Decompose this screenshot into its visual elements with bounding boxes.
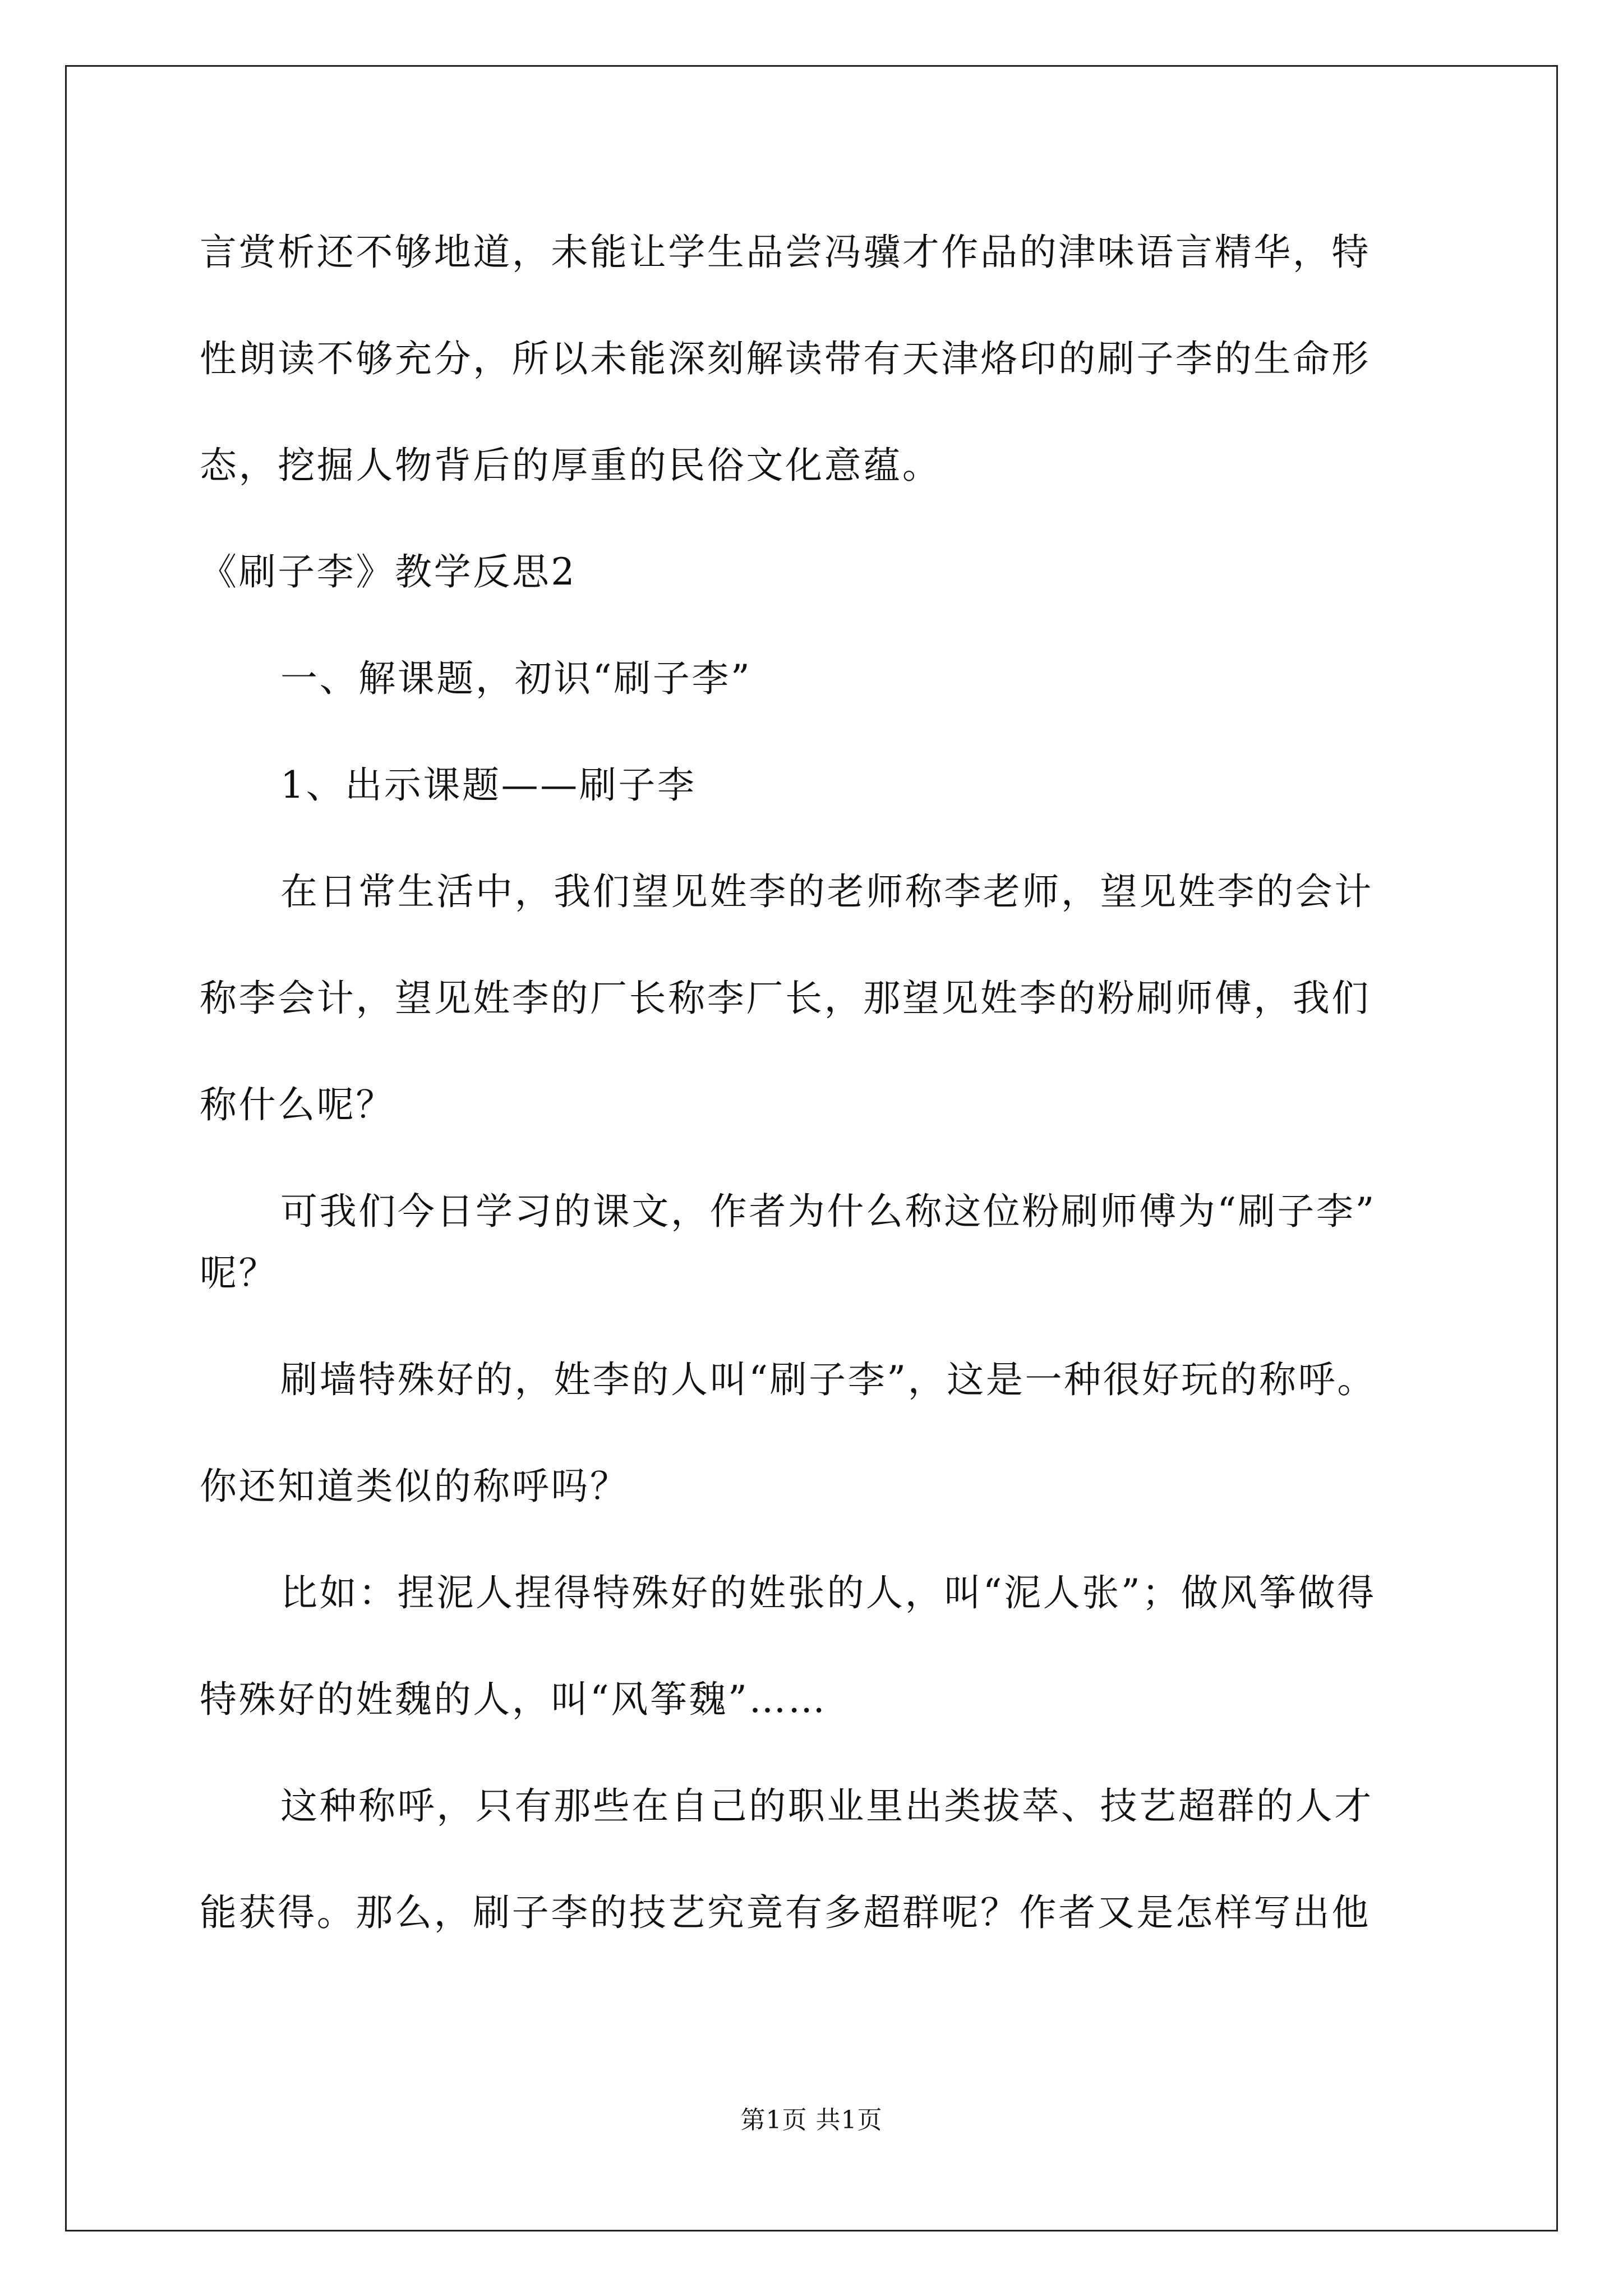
section-heading: 《刷子李》教学反思2 [200,550,577,593]
subheading: 1、出示课题——刷子李 [280,763,697,807]
paragraph-line: 态，挖掘人物背后的厚重的民俗文化意蕴。 [200,444,942,487]
paragraph-line: 刷墙特殊好的，姓李的人叫“刷子李”，这是一种很好玩的称呼。 [280,1358,1376,1401]
paragraph-line: 性朗读不够充分，所以未能深刻解读带有天津烙印的刷子李的生命形 [200,337,1371,380]
paragraph-line: 称什么呢？ [200,1083,395,1126]
paragraph-line: 在日常生活中，我们望见姓李的老师称李老师，望见姓李的会计 [280,870,1373,913]
paragraph-line: 比如：捏泥人捏得特殊好的姓张的人，叫“泥人张”；做风筝做得 [280,1571,1376,1614]
paragraph-line: 称李会计，望见姓李的厂长称李厂长，那望见姓李的粉刷师傅，我们 [200,977,1371,1020]
paragraph-line: 特殊好的姓魏的人，叫“风筝魏”…… [200,1678,827,1721]
subheading: 一、解课题，初识“刷子李” [280,657,752,700]
paragraph-line: 这种称呼，只有那些在自己的职业里出类拔萃、技艺超群的人才 [280,1784,1373,1828]
paragraph-line: 能获得。那么，刷子李的技艺究竟有多超群呢？作者又是怎样写出他 [200,1891,1371,1934]
page-footer: 第1页 共1页 [740,2106,883,2134]
paragraph-line: 呢？ [200,1251,278,1295]
paragraph-line: 你还知道类似的称呼吗？ [200,1465,629,1508]
paragraph-line: 言赏析还不够地道，未能让学生品尝冯骥才作品的津味语言精华，特 [200,231,1371,274]
paragraph-line: 可我们今日学习的课文，作者为什么称这位粉刷师傅为“刷子李” [280,1190,1376,1233]
